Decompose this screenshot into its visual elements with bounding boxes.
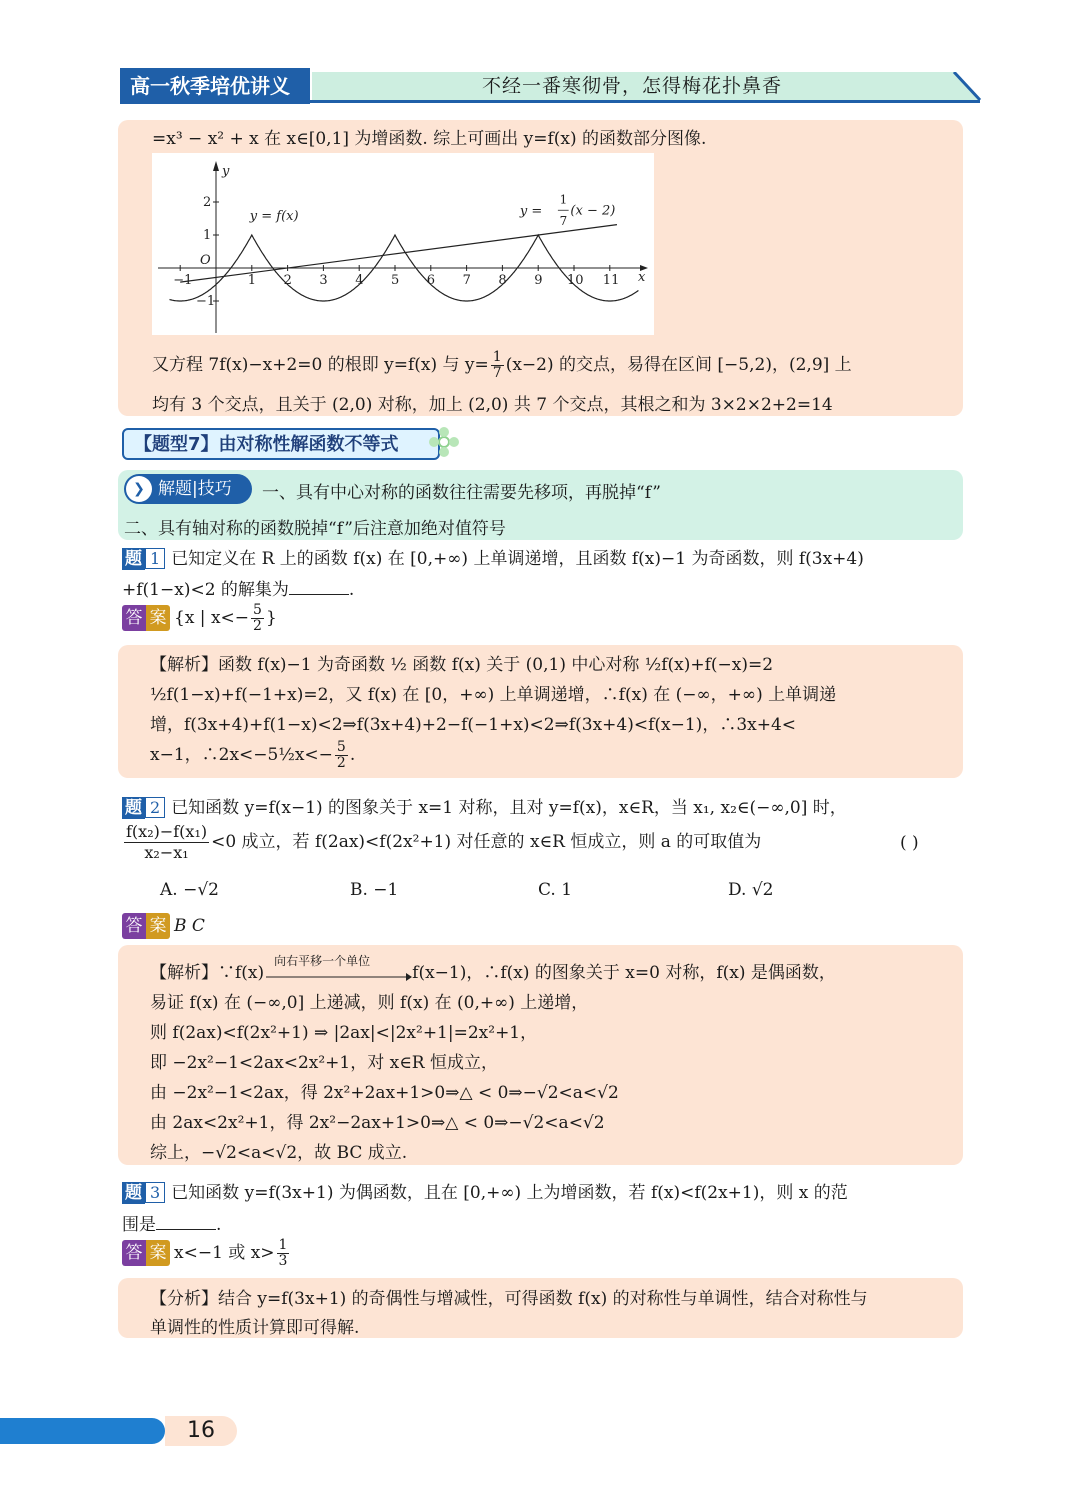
q1-exp-4-end: .: [349, 745, 356, 765]
frac-den: 7: [492, 365, 502, 381]
q2-choice-paren: ( ): [900, 833, 919, 853]
q2-exp-7: 综上，−√2<a<√2，故 BC 成立.: [150, 1143, 408, 1163]
answer-label-b: 案: [146, 913, 170, 939]
answer-label-a: 答: [122, 1240, 146, 1266]
answer-label-a: 答: [122, 605, 146, 631]
frac-num: 1: [492, 349, 502, 365]
q3-answer: [122, 1238, 291, 1269]
y-tick-label: 1: [203, 228, 212, 243]
q2-exp-4: 即 −2x²−1<2ax<2x²+1，对 x∈R 恒成立，: [150, 1053, 499, 1073]
answer-label-b: 案: [146, 605, 170, 631]
x-axis-label: x: [638, 270, 646, 285]
q2-exp-2: 易证 f(x) 在 (−∞,0] 上递减，则 f(x) 在 (0,+∞) 上递增，: [150, 993, 589, 1013]
answer-blank: [289, 578, 349, 595]
q1-text-1: 已知定义在 R 上的函数 f(x) 在 [0,+∞) 上单调递增，且函数 f(x)−1 为奇函数，则 f(3x+4): [171, 549, 864, 569]
q2-line-2: [122, 822, 761, 863]
q2-answer: [122, 913, 205, 939]
q2-text-2: <0 成立，若 f(2ax)<f(2x²+1) 对任意的 x∈R 恒成立，则 a 的可取值为: [211, 832, 762, 852]
y-axis-label: y: [222, 164, 230, 179]
line-label-frac-num: 1: [559, 192, 568, 207]
line-label-frac-den: 7: [559, 214, 568, 229]
q3-answer-fraction: [277, 1238, 290, 1269]
x-tick-label: 3: [319, 273, 328, 288]
curve-label: y = f(x): [249, 209, 299, 225]
q3-exp-2: 单调性的性质计算即可得解.: [150, 1318, 360, 1338]
y-axis-arrow: [213, 161, 219, 171]
x-tick-label: 4: [355, 273, 364, 288]
section-title: 【题型7】由对称性解函数不等式: [122, 428, 440, 460]
question-tag: 题: [122, 1182, 145, 1204]
q2-exp-1-post: f(x−1)，∴f(x) 的图象关于 x=0 对称，f(x) 是偶函数，: [412, 963, 836, 983]
shift-arrow-label: 向右平移一个单位: [274, 953, 371, 968]
answer-blank: [156, 1213, 216, 1230]
q2-line-1: [122, 793, 847, 819]
x-tick-label: 2: [283, 273, 292, 288]
question-number: 2: [145, 797, 165, 818]
intro-fraction: [491, 350, 504, 381]
x-tick-label: 1: [247, 273, 257, 288]
line-label-suffix: (x − 2): [570, 203, 616, 219]
y-tick-label: 2: [203, 195, 212, 210]
q1-answer-fraction: [251, 603, 264, 634]
header-corner: [950, 72, 982, 104]
origin-label: O: [200, 253, 211, 268]
function-graph: [152, 153, 654, 335]
tips-badge: [124, 474, 252, 504]
q2-option-b[interactable]: B. −1: [350, 880, 399, 900]
frac-num: f(x₂)−f(x₁): [126, 822, 208, 841]
x-tick-label: 6: [426, 273, 436, 288]
q2-exp-5: 由 −2x²−1<2ax，得 2x²+2ax+1>0⇒△ < 0⇒−√2<a<√2: [150, 1083, 619, 1103]
tips-line-2: 二、具有轴对称的函数脱掉“f”后注意加绝对值符号: [124, 519, 506, 539]
q3-text-1: 已知函数 y=f(3x+1) 为偶函数，且在 [0,+∞) 上为增函数，若 f(x)<f(2x+1)，则 x 的范: [171, 1183, 848, 1203]
q2-exp-3: 则 f(2ax)<f(2x²+1) ⇒ |2ax|<|2x²+1|=2x²+1，: [150, 1023, 538, 1043]
q1-line-2: [122, 575, 354, 600]
footer-bar: [0, 1418, 165, 1444]
frac-num: 1: [278, 1237, 288, 1253]
question-number: 3: [145, 1182, 165, 1203]
q1-exp-4-text: x−1，∴2x<−5½x<−: [150, 745, 333, 765]
q1-exp-1: 【解析】函数 f(x)−1 为奇函数 ½ 函数 f(x) 关于 (0,1) 中心对称 ½f(x)+f(−x)=2: [150, 655, 774, 675]
q1-exp-2: ½f(1−x)+f(−1+x)=2，又 f(x) 在 [0，+∞) 上单调递增，∴f(x) 在 (−∞，+∞) 上单调递: [150, 685, 837, 705]
intro-line-2-rest: (x−2) 的交点，易得在区间 [−5,2)，(2,9] 上: [505, 355, 852, 375]
intro-line-3: 均有 3 个交点，且关于 (2,0) 对称，加上 (2,0) 共 7 个交点，其根之和为 3×2×2+2=14: [152, 395, 833, 415]
page-number: 16: [165, 1416, 237, 1446]
tips-badge-label: 解题|技巧: [158, 479, 232, 499]
q3-exp-1: 【分析】结合 y=f(3x+1) 的奇偶性与增减性，可得函数 f(x) 的对称性与单调性，结合对称性与: [150, 1289, 868, 1309]
x-tick-label: 11: [602, 273, 620, 288]
intro-line-2-text: 又方程 7f(x)−x+2=0 的根即 y=f(x) 与 y=: [152, 355, 489, 375]
header-motto: 不经一番寒彻骨，怎得梅花扑鼻香: [312, 72, 952, 100]
q1-text-2: +f(1−x)<2 的解集为: [122, 580, 289, 600]
q2-option-a[interactable]: A. −√2: [160, 880, 219, 900]
flower-icon: [426, 424, 462, 460]
x-tick-label: 9: [534, 273, 543, 288]
tips-line-1: 一、具有中心对称的函数往往需要先移项，再脱掉“f”: [262, 483, 661, 503]
q1-answer-close: }: [265, 608, 277, 628]
y-tick-label: −1: [196, 294, 216, 309]
q3-line-2: [122, 1210, 221, 1235]
q1-exp-fraction: [335, 740, 348, 771]
q2-fraction: [124, 822, 209, 863]
q3-text-2: 围是: [122, 1215, 156, 1235]
x-tick-label: 8: [498, 273, 507, 288]
shift-arrow: [264, 953, 412, 984]
header-title: 高一秋季培优讲义: [120, 68, 310, 104]
q3-period: .: [216, 1215, 222, 1235]
x-tick-label: −1: [173, 273, 193, 288]
q2-exp-6: 由 2ax<2x²+1，得 2x²−2ax+1>0⇒△ < 0⇒−√2<a<√2: [150, 1113, 605, 1133]
x-tick-label: 7: [462, 273, 471, 288]
q1-answer: [122, 603, 277, 634]
frac-num: 5: [253, 602, 262, 618]
q1-answer-text: {x | x<−: [174, 608, 250, 628]
question-tag: 题: [122, 797, 145, 819]
line-label-prefix: y =: [519, 204, 543, 220]
q1-line-1: [122, 544, 864, 570]
intro-line-2: [152, 350, 852, 381]
frac-den: 2: [253, 618, 262, 634]
frac-den: 3: [278, 1253, 288, 1269]
q2-answer-text: B C: [174, 916, 205, 936]
q2-exp-1: [150, 953, 836, 984]
q2-option-d[interactable]: D. √2: [728, 880, 774, 900]
q1-period: .: [348, 580, 355, 600]
q1-exp-3: 增，f(3x+4)+f(1−x)<2⇒f(3x+4)+2−f(−1+x)<2⇒f(3x+4)<f(x−1)，∴3x+4<: [150, 715, 797, 735]
q3-answer-text: x<−1 或 x>: [174, 1243, 275, 1263]
intro-line-1: =x³ − x² + x 在 x∈[0,1] 为增函数. 综上可画出 y=f(x) 的函数部分图像.: [152, 129, 707, 149]
x-tick-label: 5: [391, 273, 400, 288]
arrow-icon: [264, 972, 412, 982]
answer-label-a: 答: [122, 913, 146, 939]
question-number: 1: [145, 548, 165, 569]
frac-num: 5: [336, 739, 346, 755]
q1-exp-4: [150, 740, 355, 771]
tips-icon: ❯: [126, 476, 152, 502]
q3-line-1: [122, 1178, 848, 1204]
frac-den: 2: [336, 755, 346, 771]
q2-exp-1-pre: 【解析】∵f(x): [150, 963, 265, 983]
answer-label-b: 案: [146, 1240, 170, 1266]
x-tick-label: 10: [567, 273, 584, 288]
frac-den: x₂−x₁: [144, 843, 189, 862]
q2-option-c[interactable]: C. 1: [538, 880, 573, 900]
q2-text-1: 已知函数 y=f(x−1) 的图象关于 x=1 对称，且对 y=f(x)，x∈R，当 x₁, x₂∈(−∞,0] 时，: [171, 798, 847, 818]
graph-svg: [152, 153, 654, 335]
question-tag: 题: [122, 548, 145, 570]
